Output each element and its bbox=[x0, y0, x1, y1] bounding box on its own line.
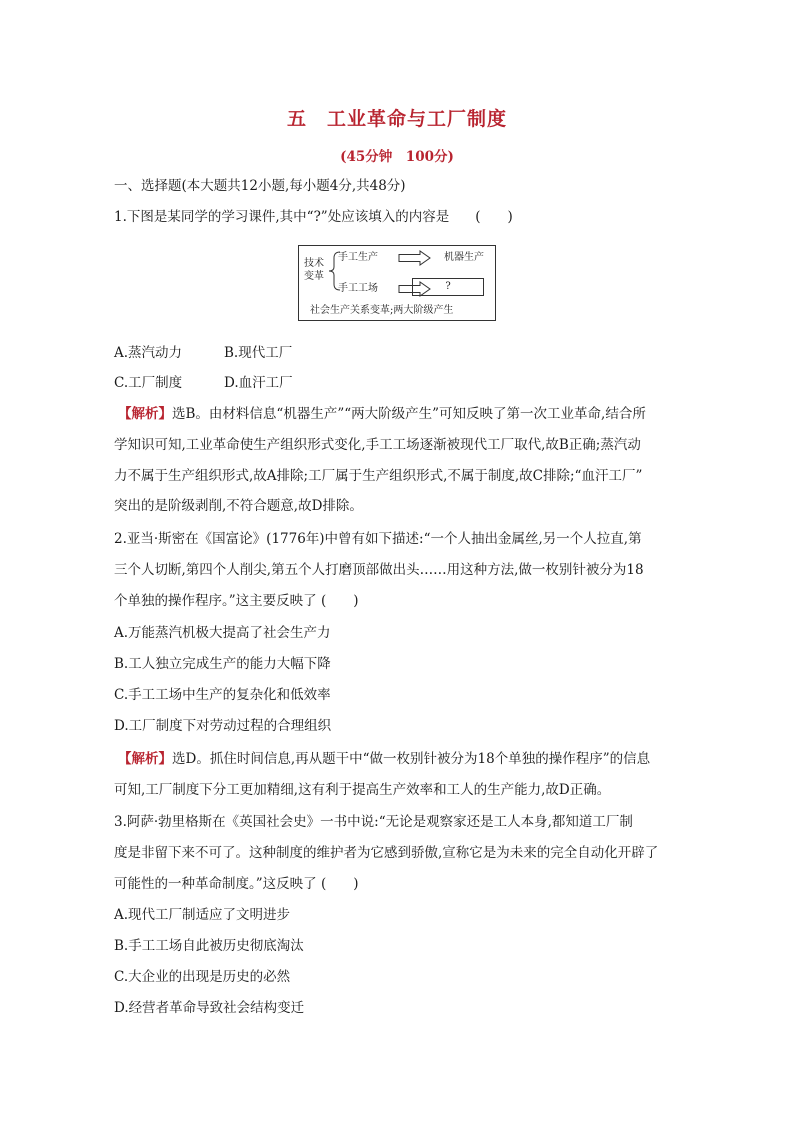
q2-option-b: B.工人独立完成生产的能力大幅下降 bbox=[114, 656, 331, 672]
diagram-row1-left: 手工生产 bbox=[338, 252, 378, 263]
arrow-right-icon bbox=[398, 250, 432, 266]
q2-analysis-text: 选D。抓住时间信息,再从题干中“做一枚别针被分为18个单独的操作程序”的信息 bbox=[172, 751, 651, 767]
time-score-subtitle: (45分钟 100分) bbox=[340, 149, 454, 165]
q1-option-c: C.工厂制度 bbox=[114, 375, 183, 391]
q2-option-c: C.手工工场中生产的复杂化和低效率 bbox=[114, 687, 331, 703]
q1-analysis-line-1 bbox=[118, 404, 646, 424]
q1-analysis-line-3: 力不属于生产组织形式,故A排除;工厂属于生产组织形式,不属于制度,故C排除;“血汗工厂” bbox=[114, 468, 643, 484]
analysis-tag: 【解析】 bbox=[118, 751, 172, 767]
q1-analysis-text: 选B。由材料信息“机器生产”“两大阶级产生”可知反映了第一次工业革命,结合所 bbox=[172, 406, 646, 422]
q2-stem-line-2: 三个人切断,第四个人削尖,第五个人打磨顶部做出头……用这种方法,做一枚别针被分为18 bbox=[114, 562, 644, 578]
q2-option-a: A.万能蒸汽机极大提高了社会生产力 bbox=[114, 625, 331, 641]
diagram-row2-left: 手工工场 bbox=[338, 283, 378, 294]
analysis-tag: 【解析】 bbox=[118, 406, 172, 422]
diagram-bottom-caption: 社会生产关系变革;两大阶级产生 bbox=[310, 305, 454, 316]
q1-option-a: A.蒸汽动力 bbox=[114, 345, 183, 361]
q1-option-b: B.现代工厂 bbox=[224, 345, 293, 361]
q1-analysis-line-4: 突出的是阶级剥削,不符合题意,故D排除。 bbox=[114, 498, 363, 514]
q3-option-d: D.经营者革命导致社会结构变迁 bbox=[114, 1000, 305, 1016]
q3-stem-line-3: 可能性的一种革命制度。”这反映了 ( ) bbox=[114, 876, 359, 892]
q3-option-c: C.大企业的出现是历史的必然 bbox=[114, 969, 291, 985]
q2-stem-line-3: 个单独的操作程序。”这主要反映了 ( ) bbox=[114, 593, 359, 609]
q1-stem bbox=[114, 207, 513, 227]
q3-option-a: A.现代工厂制适应了文明进步 bbox=[114, 907, 291, 923]
q3-stem-line-2: 度是非留下来不可了。这种制度的维护者为它感到骄傲,宣称它是为未来的完全自动化开辟了 bbox=[114, 845, 659, 861]
q2-option-d: D.工厂制度下对劳动过程的合理组织 bbox=[114, 718, 332, 734]
diagram-side-label-1: 技术 bbox=[304, 258, 324, 269]
q2-analysis-line-2: 可知,工厂制度下分工更加精细,这有利于提高生产效率和工人的生产能力,故D正确。 bbox=[114, 782, 611, 798]
q3-option-b: B.手工工场自此被历史彻底淘汰 bbox=[114, 938, 304, 954]
q1-option-d: D.血汗工厂 bbox=[224, 375, 293, 391]
q1-analysis-line-2: 学知识可知,工业革命使生产组织形式变化,手工工场逐渐被现代工厂取代,故B正确;蒸汽动 bbox=[114, 437, 641, 453]
q2-stem-line-1: 2.亚当·斯密在《国富论》(1776年)中曾有如下描述:“一个人抽出金属丝,另一个人拉直,第 bbox=[114, 531, 642, 547]
diagram-side-label-2: 变革 bbox=[304, 271, 324, 282]
diagram-question-box: ? bbox=[412, 278, 484, 296]
q1-answer-paren: ( ) bbox=[475, 209, 513, 225]
diagram-row1-right: 机器生产 bbox=[444, 252, 484, 263]
q3-stem-line-1: 3.阿萨·勃里格斯在《英国社会史》一书中说:“无论是观察家还是工人本身,都知道工厂制 bbox=[114, 814, 633, 830]
q1-stem-text: 1.下图是某同学的学习课件,其中“?”处应该填入的内容是 bbox=[114, 209, 450, 225]
page-title: 五 工业革命与工厂制度 bbox=[286, 108, 507, 130]
q2-analysis-line-1 bbox=[118, 749, 650, 769]
section-heading: 一、选择题(本大题共12小题,每小题4分,共48分) bbox=[114, 178, 406, 194]
